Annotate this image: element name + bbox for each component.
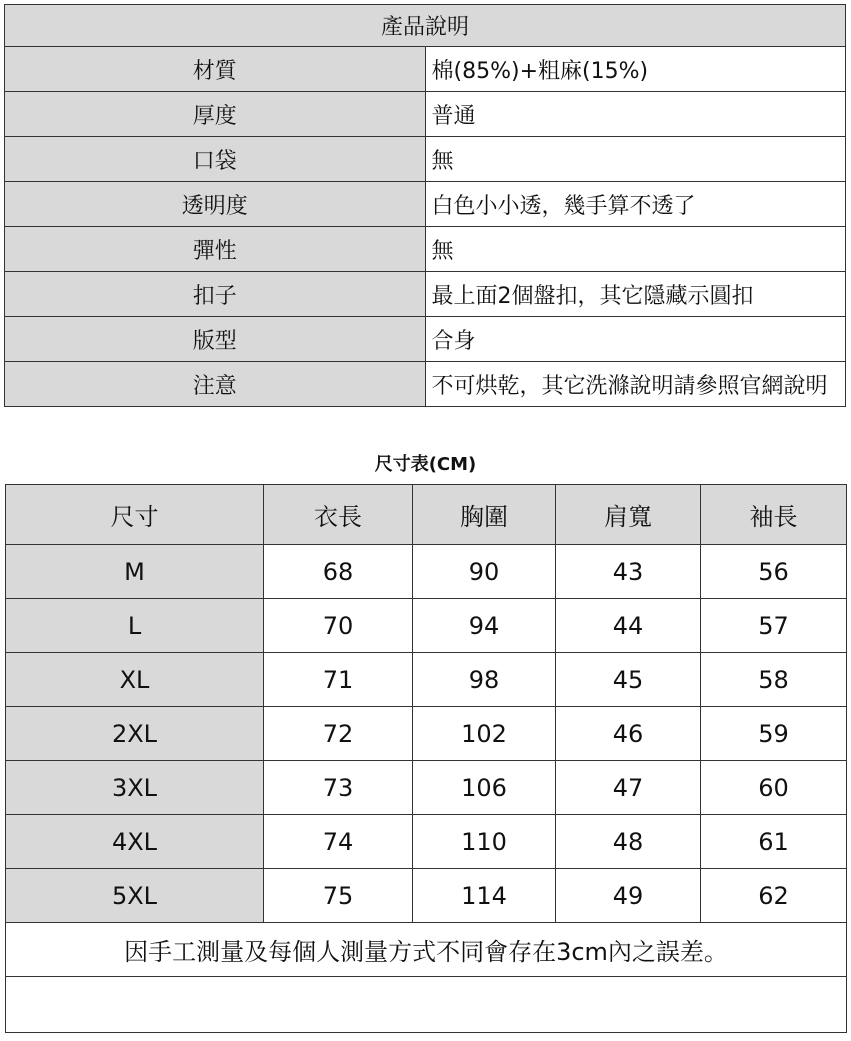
measurement-cell: 94 [413, 599, 556, 653]
measurement-cell: 74 [264, 815, 413, 869]
size-note-row [6, 923, 847, 977]
description-value: 普通 [425, 92, 846, 137]
empty-cell [6, 977, 847, 1033]
description-value: 白色小小透，幾手算不透了 [425, 182, 846, 227]
measurement-cell: 61 [701, 815, 847, 869]
measurement-cell: 49 [556, 869, 701, 923]
measurement-cell: 106 [413, 761, 556, 815]
description-row [5, 47, 846, 92]
size-column-header: 肩寬 [556, 485, 701, 545]
measurement-cell: 110 [413, 815, 556, 869]
description-value: 無 [425, 227, 846, 272]
size-label-cell: XL [6, 653, 264, 707]
description-label: 扣子 [5, 272, 426, 317]
size-table-caption: 尺寸表(CM) [374, 454, 477, 475]
measurement-cell: 75 [264, 869, 413, 923]
description-value: 棉(85%)+粗麻(15%) [425, 47, 846, 92]
description-row [5, 317, 846, 362]
measurement-cell: 71 [264, 653, 413, 707]
measurement-cell: 47 [556, 761, 701, 815]
empty-footer-row [6, 977, 847, 1033]
measurement-cell: 46 [556, 707, 701, 761]
size-column-header: 尺寸 [6, 485, 264, 545]
measurement-cell: 45 [556, 653, 701, 707]
description-row [5, 272, 846, 317]
size-label-cell: 2XL [6, 707, 264, 761]
description-row [5, 227, 846, 272]
measurement-cell: 70 [264, 599, 413, 653]
description-label: 材質 [5, 47, 426, 92]
measurement-cell: 90 [413, 545, 556, 599]
measurement-cell: 73 [264, 761, 413, 815]
size-column-header: 袖長 [701, 485, 847, 545]
measurement-cell: 72 [264, 707, 413, 761]
measurement-cell: 57 [701, 599, 847, 653]
measurement-cell: 102 [413, 707, 556, 761]
size-label-cell: 4XL [6, 815, 264, 869]
description-label: 注意 [5, 362, 426, 407]
size-row [6, 653, 847, 707]
description-value: 不可烘乾，其它洗滌說明請參照官網說明 [425, 362, 846, 407]
size-row [6, 599, 847, 653]
size-row [6, 815, 847, 869]
description-label: 彈性 [5, 227, 426, 272]
measurement-cell: 59 [701, 707, 847, 761]
size-label-cell: M [6, 545, 264, 599]
measurement-cell: 48 [556, 815, 701, 869]
size-row [6, 761, 847, 815]
measurement-cell: 62 [701, 869, 847, 923]
size-column-header: 胸圍 [413, 485, 556, 545]
description-title-row [5, 5, 846, 47]
size-label-cell: L [6, 599, 264, 653]
measurement-cell: 43 [556, 545, 701, 599]
description-label: 厚度 [5, 92, 426, 137]
description-row [5, 362, 846, 407]
measurement-cell: 44 [556, 599, 701, 653]
description-row [5, 92, 846, 137]
description-row [5, 137, 846, 182]
description-row [5, 182, 846, 227]
measurement-cell: 68 [264, 545, 413, 599]
description-value: 最上面2個盤扣，其它隱藏示圓扣 [425, 272, 846, 317]
measurement-cell: 56 [701, 545, 847, 599]
measurement-cell: 58 [701, 653, 847, 707]
measurement-note: 因手工測量及每個人測量方式不同會存在3cm內之誤差。 [6, 923, 847, 977]
description-value: 無 [425, 137, 846, 182]
description-title: 產品說明 [5, 5, 846, 47]
description-value: 合身 [425, 317, 846, 362]
description-label: 版型 [5, 317, 426, 362]
size-row [6, 545, 847, 599]
size-chart-table [5, 484, 847, 1033]
measurement-cell: 60 [701, 761, 847, 815]
size-row [6, 869, 847, 923]
size-row [6, 707, 847, 761]
product-description-table [4, 4, 846, 407]
size-label-cell: 5XL [6, 869, 264, 923]
size-column-header: 衣長 [264, 485, 413, 545]
description-label: 口袋 [5, 137, 426, 182]
measurement-cell: 98 [413, 653, 556, 707]
measurement-cell: 114 [413, 869, 556, 923]
size-label-cell: 3XL [6, 761, 264, 815]
size-header-row [6, 485, 847, 545]
description-label: 透明度 [5, 182, 426, 227]
